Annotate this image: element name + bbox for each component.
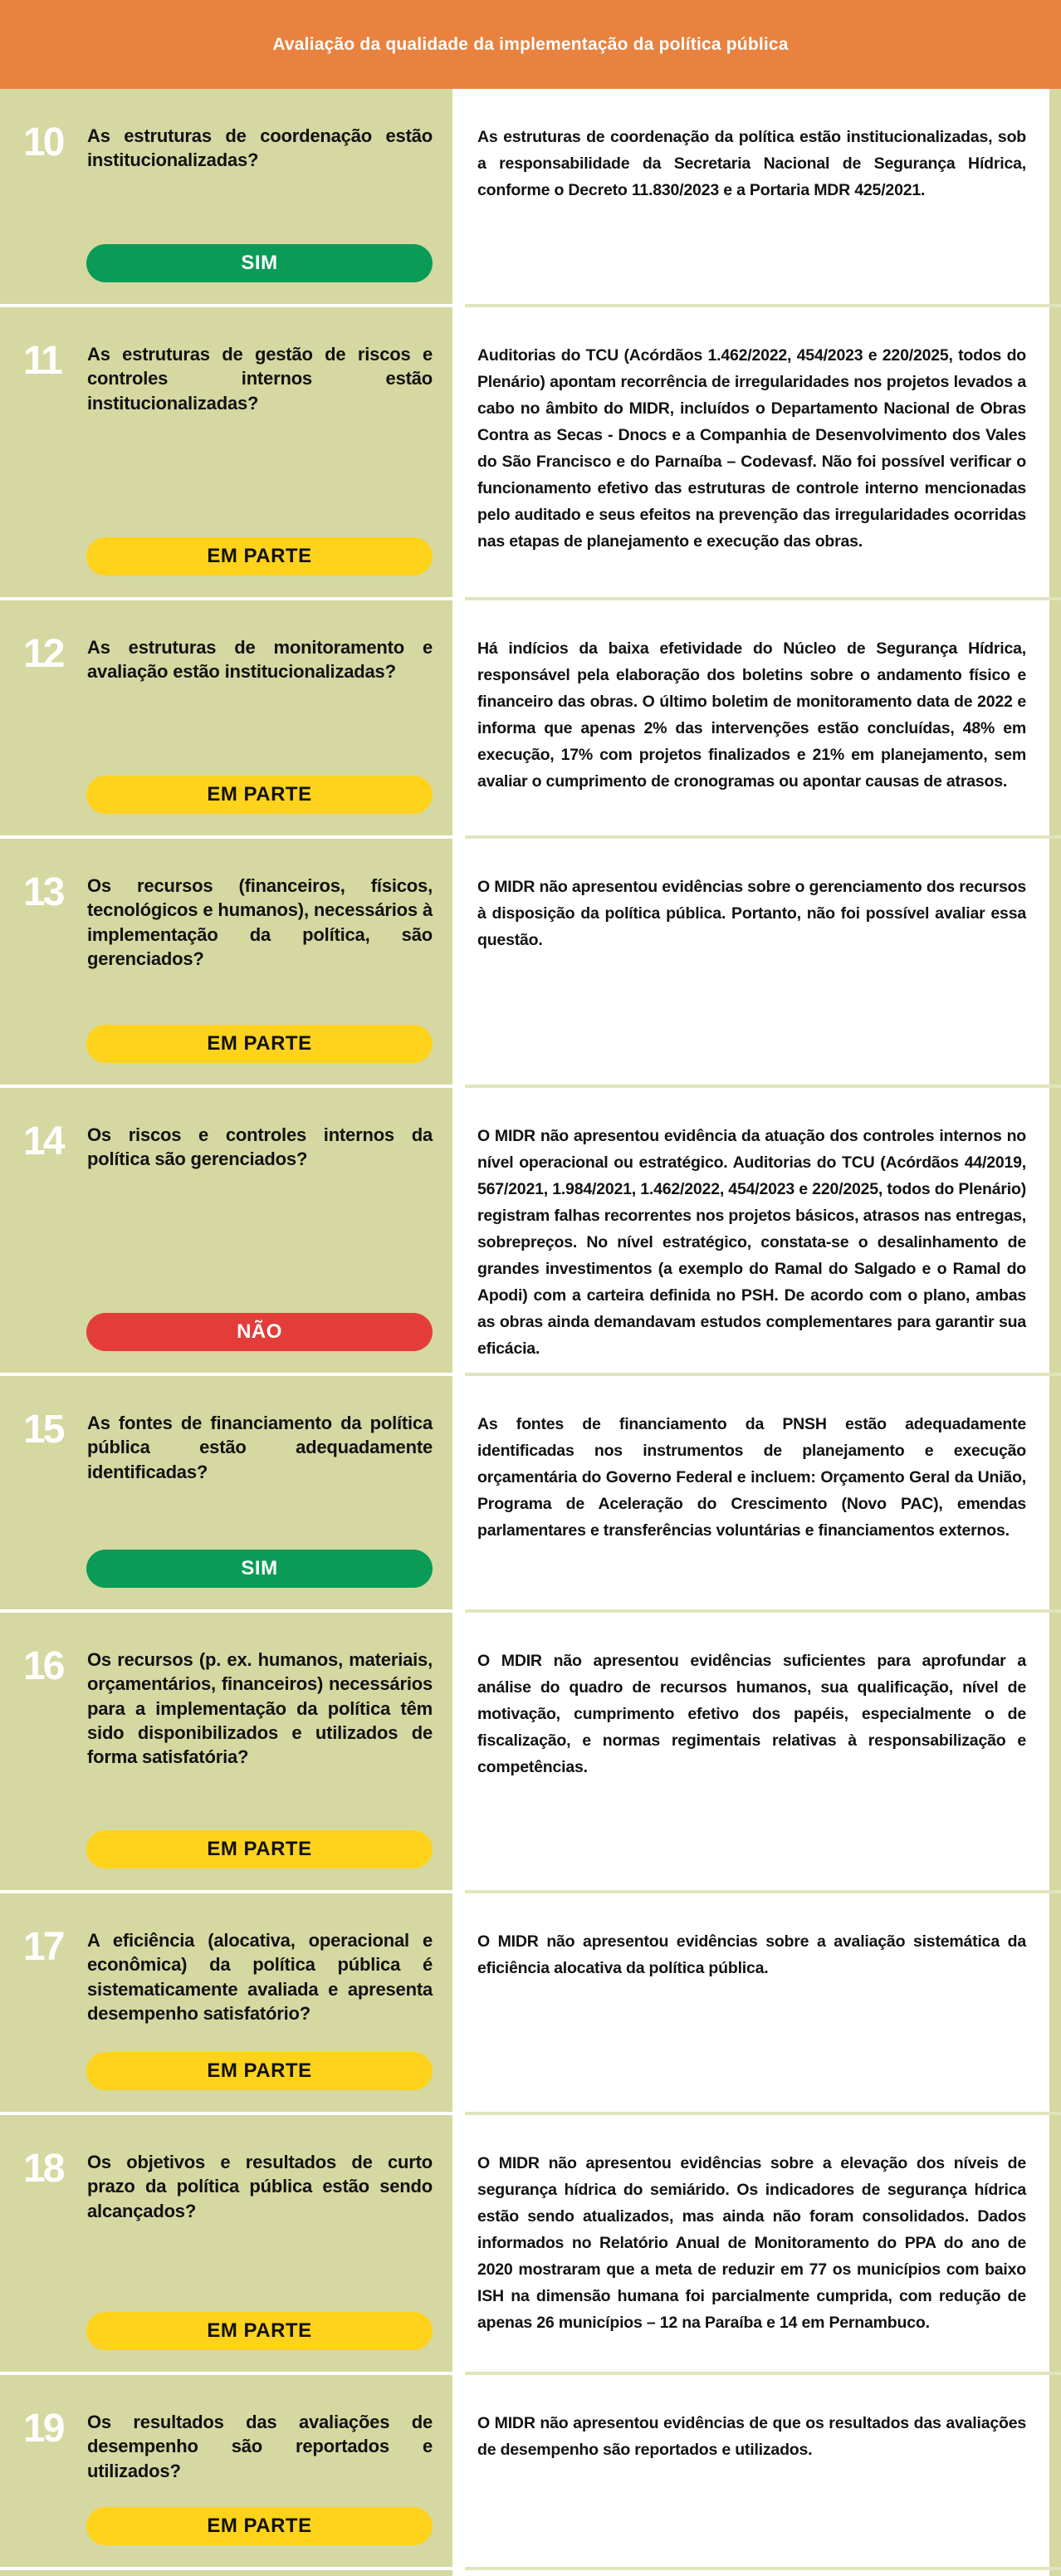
question-number: 16 bbox=[23, 1644, 63, 1688]
question-cell bbox=[0, 600, 452, 839]
answer-text: Há indícios da baixa efetividade do Núcleo de Segurança Hídrica, responsável pela elaboração dos boletins sobre o andamento físico e financeiro das obras. O último boletim de monitoramento data de 2022 e informa que apenas 2% das intervenções estão concluídas, 48% em execução, 17% com projetos finalizados e 21% em planejamento, sem avaliar o cumprimento de cronogramas ou apontar causas de atrasos. bbox=[465, 600, 1061, 839]
question-number: 15 bbox=[23, 1408, 63, 1452]
answer-text: O MDIR não apresentou evidências suficientes para aprofundar a análise do quadro de recursos humanos, sua qualificação, nível de motivação, cumprimento efetivo dos papéis, especialmente o de fiscalização, e normas regimentais relativas à responsabilização e competências. bbox=[465, 1613, 1061, 1893]
question-row-12 bbox=[0, 600, 1061, 839]
question-row-19 bbox=[0, 2375, 1061, 2570]
bottom-strip-middle bbox=[452, 2570, 1049, 2576]
question-row-18 bbox=[0, 2115, 1061, 2375]
column-gap bbox=[452, 1376, 465, 1613]
question-text: Os recursos (p. ex. humanos, materiais, orçamentários, financeiros) necessários para a implementação da política têm sido disponibilizados e utilizados de forma satisfatória? bbox=[87, 1649, 433, 1767]
question-cell bbox=[0, 1893, 452, 2115]
question-number: 10 bbox=[23, 120, 63, 164]
question-text: Os recursos (financeiros, físicos, tecnológicos e humanos), necessários à implementação da política, são gerenciados? bbox=[87, 875, 433, 969]
answer-text: O MIDR não apresentou evidências sobre a elevação dos níveis de segurança hídrica do semiárido. Os indicadores de segurança hídrica estão sendo atualizados, mas ainda não foram consolidados. Dados informados no Relatório Anual de Monitoramento do PPA do ano de 2020 mostraram que a meta de reduzir em 77 os municípios com baixo ISH na dimensão humana foi parcialmente cumprida, com redução de apenas 26 municípios – 12 na Paraíba e 14 em Pernambuco. bbox=[465, 2115, 1061, 2375]
column-gap bbox=[452, 89, 465, 307]
answer-text: O MIDR não apresentou evidência da atuação dos controles internos no nível operacional ou estratégico. Auditorias do TCU (Acórdãos 44/2019, 567/2021, 1.984/2021, 1.462/2022, 454/2023 e 220/2025, todos do Plenário) registram falhas recorrentes nos projetos básicos, atrasos nas entregas, sobrepreços. No nível estratégico, constata-se o desalinhamento de grandes investimentos (a exemplo do Ramal do Salgado e o Ramal do Apodi) com a carteira definida no PSH. De acordo com o plano, ambas as obras ainda demandavam estudos complementares para garantir sua eficácia. bbox=[465, 1088, 1061, 1376]
question-number: 19 bbox=[23, 2407, 63, 2451]
column-gap bbox=[452, 1613, 465, 1893]
question-cell bbox=[0, 1088, 452, 1376]
question-text: As estruturas de monitoramento e avaliação estão institucionalizadas? bbox=[87, 637, 433, 683]
question-text: As estruturas de gestão de riscos e controles internos estão institucionalizadas? bbox=[87, 344, 433, 414]
answer-text: As estruturas de coordenação da política estão institucionalizadas, sob a responsabilidade da Secretaria Nacional de Segurança Hídrica, conforme o Decreto 11.830/2023 e a Portaria MDR 425/2021. bbox=[465, 89, 1061, 307]
status-badge: SIM bbox=[86, 244, 433, 282]
question-cell bbox=[0, 2115, 452, 2375]
column-gap bbox=[452, 1893, 465, 2115]
status-badge: EM PARTE bbox=[86, 2052, 433, 2090]
bottom-strip bbox=[0, 2570, 1061, 2576]
question-text: Os riscos e controles internos da política são gerenciados? bbox=[87, 1124, 433, 1170]
question-cell bbox=[0, 89, 452, 307]
question-text: Os objetivos e resultados de curto prazo da política pública estão sendo alcançados? bbox=[87, 2152, 433, 2221]
question-cell bbox=[0, 307, 452, 600]
status-badge: EM PARTE bbox=[86, 537, 433, 575]
question-text: As estruturas de coordenação estão institucionalizadas? bbox=[87, 125, 433, 171]
question-row-14 bbox=[0, 1088, 1061, 1376]
column-gap bbox=[452, 839, 465, 1088]
question-row-10 bbox=[0, 89, 1061, 307]
question-text: A eficiência (alocativa, operacional e econômica) da política pública é sistematicamente avaliada e apresenta desempenho satisfatório? bbox=[87, 1930, 433, 2024]
status-badge: EM PARTE bbox=[86, 2507, 433, 2545]
question-row-17 bbox=[0, 1893, 1061, 2115]
question-row-11 bbox=[0, 307, 1061, 600]
question-row-15 bbox=[0, 1376, 1061, 1613]
answer-text: As fontes de financiamento da PNSH estão adequadamente identificadas nos instrumentos de planejamento e execução orçamentária do Governo Federal e incluem: Orçamento Geral da União, Programa de Aceleração do Crescimento (Novo PAC), emendas parlamentares e transferências voluntárias e financiamentos externos. bbox=[465, 1376, 1061, 1613]
answer-text: O MIDR não apresentou evidências sobre o gerenciamento dos recursos à disposição da política pública. Portanto, não foi possível avaliar essa questão. bbox=[465, 839, 1061, 1088]
status-badge: NÃO bbox=[86, 1313, 433, 1351]
question-number: 11 bbox=[23, 339, 61, 383]
question-text: Os resultados das avaliações de desempenho são reportados e utilizados? bbox=[87, 2412, 433, 2481]
question-number: 14 bbox=[23, 1119, 63, 1163]
page-title: Avaliação da qualidade da implementação da política pública bbox=[272, 34, 789, 54]
column-gap bbox=[452, 600, 465, 839]
question-number: 12 bbox=[23, 632, 63, 676]
bottom-strip-left bbox=[0, 2570, 452, 2576]
column-gap bbox=[452, 1088, 465, 1376]
question-cell bbox=[0, 2375, 452, 2570]
status-badge: EM PARTE bbox=[86, 2312, 433, 2350]
answer-text: O MIDR não apresentou evidências de que os resultados das avaliações de desempenho são reportados e utilizados. bbox=[465, 2375, 1061, 2570]
right-edge-strip bbox=[1049, 2570, 1061, 2576]
answer-text: O MIDR não apresentou evidências sobre a avaliação sistemática da eficiência alocativa da política pública. bbox=[465, 1893, 1061, 2115]
column-gap bbox=[452, 307, 465, 600]
question-row-13 bbox=[0, 839, 1061, 1088]
question-number: 17 bbox=[23, 1925, 63, 1969]
question-row-16 bbox=[0, 1613, 1061, 1893]
header-bar bbox=[0, 0, 1061, 89]
status-badge: EM PARTE bbox=[86, 1025, 433, 1063]
status-badge: EM PARTE bbox=[86, 776, 433, 814]
question-cell bbox=[0, 1613, 452, 1893]
status-badge: SIM bbox=[86, 1550, 433, 1588]
question-number: 18 bbox=[23, 2147, 63, 2191]
question-text: As fontes de financiamento da política pública estão adequadamente identificadas? bbox=[87, 1413, 433, 1482]
question-cell bbox=[0, 839, 452, 1088]
status-badge: EM PARTE bbox=[86, 1830, 433, 1868]
answer-text: Auditorias do TCU (Acórdãos 1.462/2022, 454/2023 e 220/2025, todos do Plenário) apontam recorrência de irregularidades nos projetos levados a cabo no âmbito do MIDR, incluídos o Departamento Nacional de Obras Contra as Secas - Dnocs e a Companhia de Desenvolvimento dos Vales do São Francisco e do Parnaíba – Codevasf. Não foi possível verificar o funcionamento efetivo das estruturas de controle interno mencionadas pelo auditado e seus efeitos na prevenção das irregularidades ocorridas nas etapas de planejamento e execução das obras. bbox=[465, 307, 1061, 600]
question-cell bbox=[0, 1376, 452, 1613]
column-gap bbox=[452, 2375, 465, 2570]
column-gap bbox=[452, 2115, 465, 2375]
question-number: 13 bbox=[23, 870, 63, 914]
